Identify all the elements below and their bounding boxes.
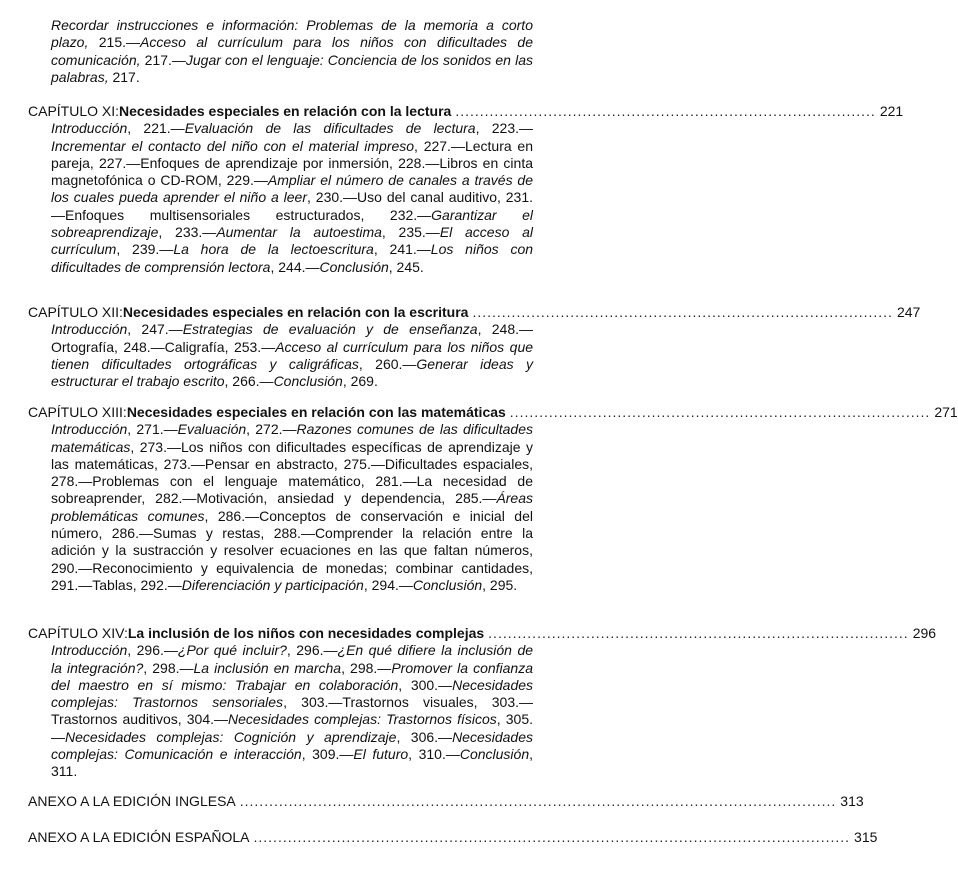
entry-page-ref: , 271.— [127, 421, 178, 438]
entry-page-ref: , 309.— [301, 746, 354, 763]
entry-title: Introducción [51, 120, 128, 137]
chapter-xiv [28, 625, 937, 781]
entry-page-ref: , 306.— [396, 728, 453, 745]
entry-page-ref: 217.— [144, 51, 186, 68]
chapter-heading [28, 625, 937, 642]
entry-page-ref: , 298.— [143, 659, 194, 676]
chapter-title: Necesidades especiales en relación con la escritura [122, 304, 469, 320]
leader-dots: .......................................................................................................................... [253, 829, 851, 845]
entry-title: Conclusión [412, 576, 483, 593]
chapter-title: Necesidades especiales en relación con la lectura [119, 103, 452, 119]
leader-dots: ...................................................................................... [488, 625, 909, 641]
entry-page-ref: , 230.—Uso del canal auditivo, 231.—Enfoques multisensoriales estructurados, 232.— [51, 189, 534, 223]
chapter-entries [51, 642, 533, 780]
entry-page-ref: , 235.— [381, 224, 440, 241]
chapter-xiii [28, 404, 958, 594]
entry-title: La inclusión en marcha [193, 659, 342, 676]
entry-page-ref: , 311. [51, 746, 533, 780]
entry-title: Los niños con dificultades de comprensión lectora [51, 241, 534, 275]
entry-page-ref: , 303.—Trastornos visuales, 303.—Trastornos auditivos, 304.— [51, 694, 533, 728]
leader-dots: ...................................................................................... [455, 103, 876, 119]
entry-title: Generar ideas y estructurar el trabajo escrito [51, 355, 534, 390]
entry-title: La hora de la lectoescritura [173, 241, 374, 258]
entry-title: Introducción [51, 642, 128, 659]
entry-title: Necesidades complejas: Cognición y aprendizaje [65, 728, 397, 745]
chapter-page: 271 [934, 404, 958, 420]
entry-page-ref: , 272.— [246, 421, 297, 438]
entry-title: Razones comunes de las dificultades matemáticas [51, 421, 534, 455]
annex-espanola [28, 829, 878, 846]
leader-dots: ...................................................................................... [509, 404, 931, 420]
chapter-xi [28, 103, 904, 276]
chapter-heading [28, 304, 921, 321]
chapter-label: CAPÍTULO XII: [28, 304, 123, 320]
entry-title: Introducción [51, 321, 128, 338]
entry-page-ref: , 298.— [341, 659, 392, 676]
entry-title: Conclusión [319, 258, 389, 275]
entry-page-ref: 217. [112, 68, 140, 85]
entry-page-ref: , 227.—Lectura en pareja, 227.—Enfoques de aprendizaje por inmersión, 228.—Libros en cinta magnetofónica o CD-ROM, 229.— [51, 137, 533, 189]
entry-title: Necesidades complejas: Trastornos sensoriales [51, 676, 534, 711]
chapter-heading [28, 404, 958, 421]
chapter-entries [51, 120, 533, 276]
entry-title: Jugar con el lenguaje: Conciencia de los sonidos en las palabras, [51, 51, 533, 85]
chapter-xii [28, 304, 921, 390]
entry-page-ref: , 269. [342, 373, 378, 390]
entry-title: Necesidades complejas: Comunicación e interacción [51, 728, 533, 763]
entry-page-ref: , 223.— [475, 120, 533, 137]
entry-title: Acceso al currículum para los niños que tienen dificultades ortográficas y caligráficas [51, 338, 534, 372]
entry-page-ref: , 221.— [127, 120, 185, 137]
chapter-page: 296 [912, 625, 937, 641]
entry-page-ref: , 296.— [286, 642, 338, 659]
entry-title: Evaluación de las dificultades de lectura [184, 120, 476, 137]
entry-title: Estrategias de evaluación y de enseñanza [182, 321, 478, 338]
entry-title: Conclusión [459, 746, 530, 763]
entry-page-ref: , 294.— [363, 576, 413, 593]
entry-title: Conclusión [273, 373, 343, 390]
entry-page-ref: , 273.—Los niños con dificultades específicas de aprendizaje y las matemáticas, 273.—Pensar en abstracto, 275.—Dificultades espaciales, 278.—Problemas con el lenguaje matemático, 281.—La necesidad de sobreaprender, 282.—Motivación, ansiedad y dependencia, 285.— [51, 438, 533, 507]
chapter-label: CAPÍTULO XIV: [28, 625, 128, 641]
entry-title: ¿Por qué incluir? [177, 642, 287, 659]
entry-title: Garantizar el sobreaprendizaje [51, 206, 533, 241]
entry-page-ref: 215.— [98, 34, 141, 51]
entry-page-ref: , 296.— [127, 642, 178, 659]
chapter-title: Necesidades especiales en relación con las matemáticas [126, 404, 506, 420]
leader-dots: .......................................................................................................................... [239, 793, 837, 809]
annex-inglesa [28, 793, 864, 810]
chapter-page: 247 [896, 304, 921, 320]
entry-title: Incrementar el contacto del niño con el material impreso [51, 137, 415, 154]
entry-page-ref: , 248.—Ortografía, 248.—Caligrafía, 253.— [51, 321, 534, 355]
annex-label: ANEXO A LA EDICIÓN ESPAÑOLA [28, 829, 250, 845]
entry-title: Promover la confianza del maestro en sí mismo: Trabajar en colaboración [51, 659, 533, 693]
entry-page-ref: , 260.— [358, 355, 417, 372]
chapter-entries [51, 421, 533, 594]
entry-page-ref: , 305.— [51, 711, 533, 745]
chapter-heading [28, 103, 904, 120]
entry-title: El futuro [353, 746, 409, 763]
chapter-page: 221 [879, 103, 904, 119]
annex-label: ANEXO A LA EDICIÓN INGLESA [28, 793, 236, 809]
chapter-label: CAPÍTULO XIII: [28, 404, 127, 420]
entry-title: Ampliar el número de canales a través de los cuales pueda aprender el niño a leer [51, 172, 534, 206]
entry-title: Áreas problemáticas comunes [51, 490, 533, 524]
entry-title: El acceso al currículum [51, 224, 534, 258]
entry-page-ref: , 245. [388, 258, 424, 275]
entry-title: Introducción [51, 421, 128, 438]
annex-page: 313 [840, 793, 864, 809]
entry-page-ref: , 247.— [127, 321, 183, 338]
entry-page-ref: , 244.— [270, 258, 320, 275]
chapter-entries [51, 321, 533, 390]
entry-title: Necesidades complejas: Trastornos físicos [228, 711, 497, 728]
chapter-label: CAPÍTULO XI: [28, 103, 120, 119]
entry-page-ref: , 241.— [373, 241, 431, 258]
leader-dots: ...................................................................................... [472, 304, 893, 320]
entry-page-ref: , 239.— [116, 241, 174, 258]
chapter-title: La inclusión de los niños con necesidades complejas [127, 625, 485, 641]
entry-title: Aumentar la autoestima [216, 224, 382, 241]
entry-page-ref: , 295. [482, 576, 518, 593]
entry-title: Evaluación [177, 421, 247, 438]
entry-title: ¿En qué difiere la inclusión de la integración? [51, 642, 534, 676]
continuation-entries [51, 17, 533, 86]
entry-page-ref: , 310.— [408, 746, 460, 763]
entry-page-ref: , 233.— [158, 224, 217, 241]
entry-page-ref: , 300.— [398, 676, 453, 693]
annex-page: 315 [854, 829, 878, 845]
entry-title: Recordar instrucciones e información: Problemas de la memoria a corto plazo, [51, 17, 533, 51]
entry-page-ref: , 286.—Conceptos de conservación e inicial del número, 286.—Sumas y restas, 288.—Comprender la relación entre la adición y la sustracción y resolver ecuaciones en las que faltan números, 290.—Reconocimiento y equivalencia de monedas; combinar cantidades, 291.—Tablas, 292.— [51, 507, 533, 593]
entry-title: Acceso al currículum para los niños con dificultades de comunicación, [51, 34, 533, 68]
entry-page-ref: , 266.— [224, 373, 274, 390]
entry-title: Diferenciación y participación [181, 576, 364, 593]
